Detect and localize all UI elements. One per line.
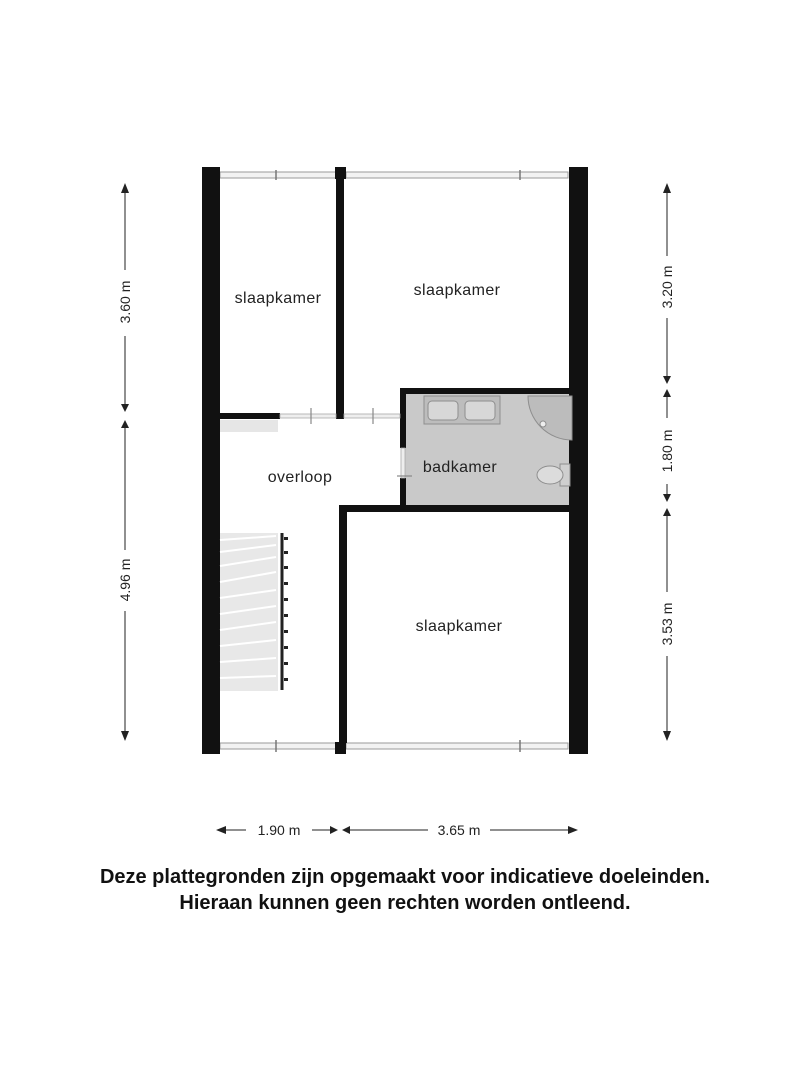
room-label-landing: overloop <box>267 469 333 486</box>
toilet-bowl <box>537 466 563 484</box>
room-label-bedroom-top-right: slaapkamer <box>413 282 501 299</box>
dimension-left-lower: 4.96 m <box>117 558 133 602</box>
dimension-left <box>121 183 129 741</box>
dimension-bottom-left: 1.90 m <box>257 822 301 838</box>
dimension-left-upper: 3.60 m <box>117 280 133 324</box>
room-label-bedroom-bottom: slaapkamer <box>415 618 503 635</box>
windows-bottom <box>220 740 568 752</box>
staircase <box>220 533 288 691</box>
dimension-right-bottom: 3.53 m <box>659 602 675 646</box>
dimension-bottom-right: 3.65 m <box>437 822 481 838</box>
dimension-right-top: 3.20 m <box>659 265 675 309</box>
windows-top <box>220 170 568 180</box>
room-label-bedroom-left: slaapkamer <box>234 290 322 307</box>
disclaimer-line-1: Deze plattegronden zijn opgemaakt voor indicatieve doeleinden. <box>99 866 711 888</box>
disclaimer-line-2: Hieraan kunnen geen rechten worden ontleend. <box>179 892 631 914</box>
dimension-right-middle: 1.80 m <box>659 429 675 473</box>
room-label-bathroom: badkamer <box>422 459 498 476</box>
